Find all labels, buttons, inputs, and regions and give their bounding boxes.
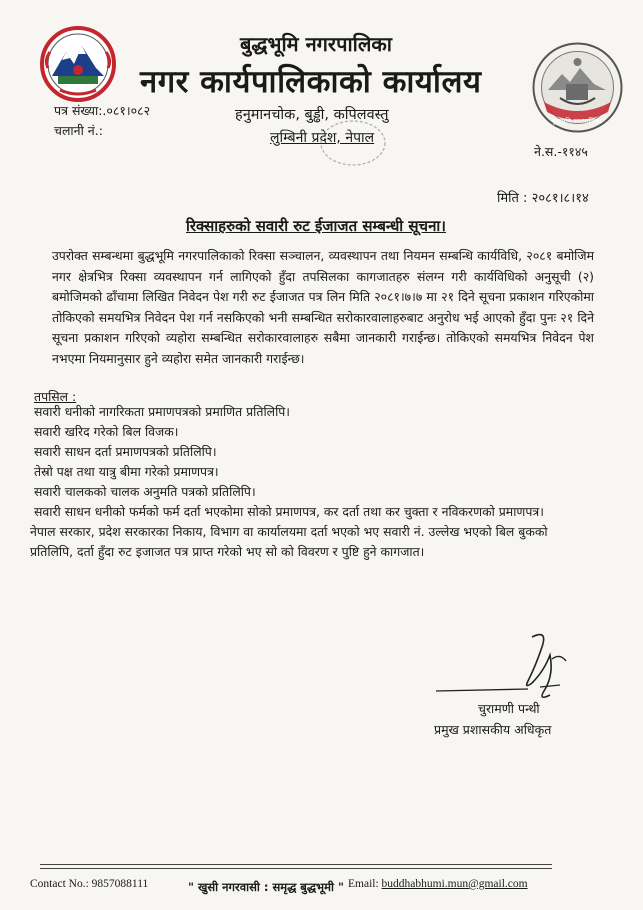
signature-icon [432,625,572,705]
footer-contact: Contact No.: 9857088111 [30,878,149,890]
list-item: नेपाल सरकार, प्रदेश सरकारका निकाय, विभाग वा कार्यालयमा दर्ता भएको भए सवारी नं. उल्लेख भएको बिल बुकको प्रतिलिपि, दर्ता हुँदा रुट इजाजत पत्र प्राप्त गरेको भए सो को विवरण र पुष्टि हुने कागजात। [30,524,548,559]
office-province: लुम्बिनी प्रदेश, नेपाल [270,130,375,146]
list-item: सवारी साधन धनीको फर्मको फर्म दर्ता भएकोमा सोको प्रमाणपत्र, कर दर्ता तथा कर चुक्ता र नविकरणको प्रमाणपत्र। [34,504,544,519]
list-item: सवारी धनीको नागरिकता प्रमाणपत्रको प्रमाणित प्रतिलिपि। [34,404,291,419]
footer-divider [40,868,552,869]
office-address: हनुमानचोक, बुड्ढी, कपिलवस्तु [235,107,389,123]
registration-number: ने.स.-११४५ [534,144,588,159]
signatory-designation: प्रमुख प्रशासकीय अधिकृत [434,722,552,737]
office-stamp-icon [318,118,388,168]
letter-number: पत्र संख्या:.०८१।०८२ [54,103,151,118]
footer-email [348,878,528,890]
letter-date: मिति : २०८१।८।१४ [497,191,589,206]
requirements-list [30,402,600,562]
office-name: नगर कार्यपालिकाको कार्यालय [140,64,482,100]
list-item: तेस्रो पक्ष तथा यात्रु बीमा गरेको प्रमाणपत्र। [34,464,219,479]
signatory-name: चुरामणी पन्थी [478,701,540,716]
notice-title: रिक्साहरुको सवारी रुट ईजाजत सम्बन्धी सूचना। [186,217,446,235]
list-item: सवारी चालकको चालक अनुमति पत्रको प्रतिलिपि। [34,484,256,499]
email-label: Email: [348,878,382,890]
footer-divider [40,864,552,865]
dispatch-number: चलानी नं.: [54,123,103,138]
list-item: सवारी खरिद गरेको बिल विजक। [34,424,179,439]
list-item: सवारी साधन दर्ता प्रमाणपत्रको प्रतिलिपि। [34,444,217,459]
municipality-name: बुद्धभूमि नगरपालिका [240,32,392,56]
seal-ribbon-text: बुद्धभूमि नगरपालिका [552,117,602,125]
nepal-emblem-icon [38,24,118,104]
footer-slogan: " खुसी नगरवासी : समृद्ध बुद्धभूमी " [188,880,344,894]
requirements-heading: तपसिल : [34,389,77,404]
email-link[interactable]: buddhabhumi.mun@gmail.com [381,878,528,890]
notice-body: उपरोक्त सम्बन्धमा बुद्धभूमि नगरपालिकाको रिक्सा सञ्चालन, व्यवस्थापन तथा नियमन सम्बन्धि कार्यविधि, २०८१ बमोजिम नगर क्षेत्रभित्र रिक्सा व्यवस्थापन गर्न लागिएको हुँदा तपसिलका कागजातहरु संलग्न गरी कार्यविधिको अनुसूची (२) बमोजिमको ढाँचामा लिखित निवेदन पेश गरी रुट ईजाजत पत्र लिन मिति २०८१।७।७ मा २१ दिने सूचना प्रकाशन गरिएकोमा तोकिएको समयभित्र निवेदन पेश गर्न नसकिएको भनी सम्बन्धित सरोकारवालाहरुबाट अनुरोध भई आएको हुँदा पुनः २१ दिने सूचना प्रकाशन गरिएको व्यहोरा सम्बन्धित सरोकारवालाहरु सबैमा जानकारी गराईन्छ। तोकिएको समयभित्र निवेदन पेश नभएमा नियमानुसार हुने व्यहोरा समेत जानकारी गराईन्छ। [52,248,594,366]
